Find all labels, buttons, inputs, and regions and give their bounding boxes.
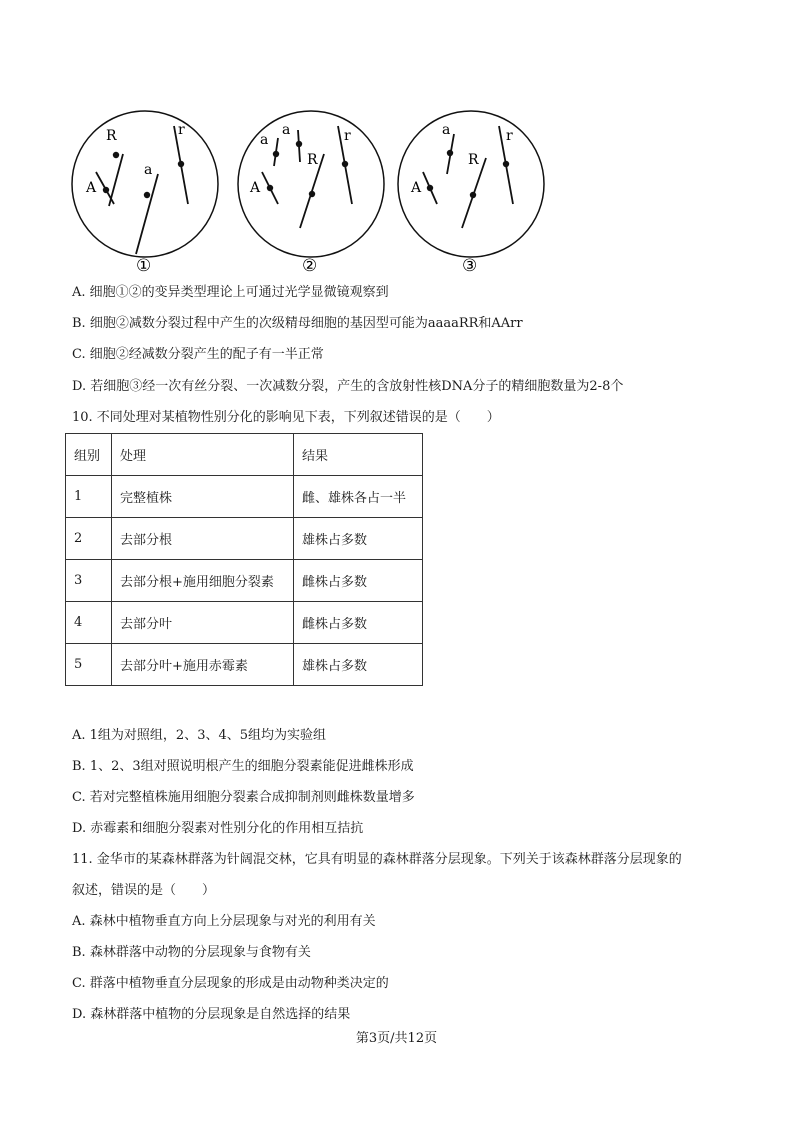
table-cell: 去部分根+施用细胞分裂素 — [112, 560, 294, 602]
table-row — [66, 602, 423, 644]
table-cell: 2 — [66, 518, 112, 560]
table-cell: 5 — [66, 644, 112, 686]
cell-1-number: ① — [136, 256, 152, 276]
q10-table — [65, 433, 423, 686]
table-cell: 雌株占多数 — [294, 602, 423, 644]
q9-option-a: A. 细胞①②的变异类型理论上可通过光学显微镜观察到 — [72, 285, 389, 300]
label-a: a — [260, 132, 269, 148]
table-row — [66, 476, 423, 518]
q11-option-d: D. 森林群落中植物的分层现象是自然选择的结果 — [72, 1007, 351, 1022]
q10-stem: 10. 不同处理对某植物性别分化的影响见下表，下列叙述错误的是（ ） — [72, 410, 500, 425]
table-header-row — [66, 434, 423, 476]
cell-2-number: ② — [302, 256, 318, 276]
page-footer: 第3页/共12页 — [355, 1031, 438, 1046]
label-R: R — [307, 152, 318, 168]
cell-3-number: ③ — [462, 256, 478, 276]
label-A: A — [411, 180, 422, 196]
table-cell: 雌、雄株各占一半 — [294, 476, 423, 518]
label-a: a — [144, 162, 153, 178]
q10-option-b: B. 1、2、3组对照说明根产生的细胞分裂素能促进雌株形成 — [72, 759, 414, 774]
cell-3 — [398, 111, 544, 257]
table-cell: 雄株占多数 — [294, 518, 423, 560]
label-A: A — [250, 180, 261, 196]
label-a: a — [442, 122, 451, 138]
table-row — [66, 644, 423, 686]
table-cell: 雄株占多数 — [294, 644, 423, 686]
label-r: r — [506, 128, 513, 144]
q10-option-c: C. 若对完整植株施用细胞分裂素合成抑制剂则雌株数量增多 — [72, 790, 415, 805]
cell-1 — [72, 111, 218, 257]
label-r: r — [344, 128, 351, 144]
label-r: r — [178, 122, 185, 138]
table-header: 组别 — [66, 434, 112, 476]
q11-stem-line-1: 11. 金华市的某森林群落为针阔混交林，它具有明显的森林群落分层现象。下列关于该森林群落分层现象的 — [72, 852, 682, 867]
table-cell: 3 — [66, 560, 112, 602]
q10-option-d: D. 赤霉素和细胞分裂素对性别分化的作用相互拮抗 — [72, 821, 364, 836]
table-cell: 去部分根 — [112, 518, 294, 560]
table-row — [66, 518, 423, 560]
table-header: 结果 — [294, 434, 423, 476]
label-R: R — [106, 128, 117, 144]
table-cell: 1 — [66, 476, 112, 518]
cell-2 — [238, 111, 384, 257]
table-cell: 雌株占多数 — [294, 560, 423, 602]
label-a: a — [282, 122, 291, 138]
table-row — [66, 560, 423, 602]
table-header: 处理 — [112, 434, 294, 476]
q11-option-a: A. 森林中植物垂直方向上分层现象与对光的利用有关 — [72, 914, 376, 929]
q10-option-a: A. 1组为对照组，2、3、4、5组均为实验组 — [72, 728, 327, 743]
q9-option-c: C. 细胞②经减数分裂产生的配子有一半正常 — [72, 347, 324, 362]
table-cell: 完整植株 — [112, 476, 294, 518]
cell-diagram-figure — [66, 96, 546, 276]
table-cell: 去部分叶 — [112, 602, 294, 644]
q11-option-c: C. 群落中植物垂直分层现象的形成是由动物种类决定的 — [72, 976, 389, 991]
q11-stem-line-2: 叙述，错误的是（ ） — [72, 883, 216, 898]
table-cell: 4 — [66, 602, 112, 644]
q9-option-d: D. 若细胞③经一次有丝分裂、一次减数分裂，产生的含放射性核DNA分子的精细胞数量为2-8个 — [72, 379, 624, 394]
label-A: A — [86, 180, 97, 196]
q11-option-b: B. 森林群落中动物的分层现象与食物有关 — [72, 945, 311, 960]
q9-option-b: B. 细胞②减数分裂过程中产生的次级精母细胞的基因型可能为aaaaRR和AArr — [72, 316, 523, 331]
table-cell: 去部分叶+施用赤霉素 — [112, 644, 294, 686]
label-R: R — [468, 152, 479, 168]
